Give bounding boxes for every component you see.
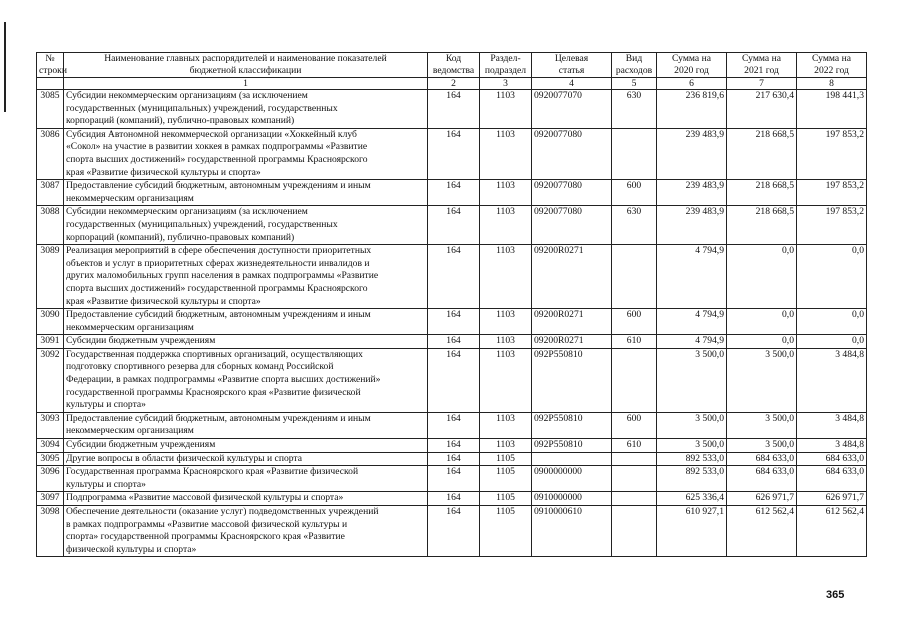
row-number: 3087 (37, 180, 64, 206)
column-numbering-row (37, 78, 867, 90)
name-line: некоммерческим организациям (66, 321, 194, 333)
expense-type (612, 348, 657, 412)
sum-2020: 4 794,9 (657, 245, 727, 309)
name-line: Субсидии бюджетным учреждениям (66, 439, 216, 451)
row-name (64, 506, 428, 557)
section-code: 1103 (480, 206, 532, 245)
table-row (37, 452, 867, 466)
dept-code: 164 (428, 206, 480, 245)
sum-2022: 684 633,0 (797, 452, 867, 466)
row-number: 3090 (37, 309, 64, 335)
name-line: «Сокол» на участие в развитии хоккея в рамках подпрограммы «Развитие (66, 141, 368, 153)
header-section: Раздел- подраздел (480, 53, 532, 78)
sum-2020: 892 533,0 (657, 452, 727, 466)
name-line: Подпрограмма «Развитие массовой физической культуры и спорта» (66, 492, 344, 504)
row-name (64, 466, 428, 492)
row-number: 3095 (37, 452, 64, 466)
target-article: 0920077080 (532, 180, 612, 206)
expense-type (612, 128, 657, 179)
name-line: некоммерческим организациям (66, 425, 194, 437)
section-code: 1105 (480, 492, 532, 506)
row-name (64, 492, 428, 506)
expense-type: 630 (612, 206, 657, 245)
name-line: Предоставление субсидий бюджетным, автономным учреждениям и иным (66, 412, 371, 424)
header-target-article: Целевая статья (532, 53, 612, 78)
name-line: спорта высших достижений» государственной программы Красноярского (66, 153, 368, 165)
table-row (37, 206, 867, 245)
name-line: некоммерческим организациям (66, 192, 194, 204)
sum-2020: 4 794,9 (657, 335, 727, 349)
target-article: 0910000000 (532, 492, 612, 506)
table-row (37, 128, 867, 179)
dept-code: 164 (428, 506, 480, 557)
name-line: Государственная программа Красноярского края «Развитие физической (66, 466, 359, 478)
name-line: Предоставление субсидий бюджетным, автономным учреждениям и иным (66, 309, 371, 321)
column-number: 1 (64, 78, 428, 90)
table-body (37, 90, 867, 557)
row-name (64, 452, 428, 466)
sum-2021: 3 500,0 (727, 348, 797, 412)
column-number: 4 (532, 78, 612, 90)
expense-type: 600 (612, 180, 657, 206)
expense-type: 610 (612, 335, 657, 349)
sum-2020: 239 483,9 (657, 180, 727, 206)
dept-code: 164 (428, 492, 480, 506)
name-line: Субсидия Автономной некоммерческой организации «Хоккейный клуб (66, 128, 357, 140)
row-name (64, 309, 428, 335)
sum-2021: 3 500,0 (727, 412, 797, 438)
section-code: 1103 (480, 90, 532, 129)
target-article (532, 452, 612, 466)
sum-2020: 625 336,4 (657, 492, 727, 506)
row-name (64, 439, 428, 453)
header-name: Наименование главных распорядителей и наименование показателей бюджетной классификации (64, 53, 428, 78)
name-line: Обеспечение деятельности (оказание услуг) подведомственных учреждений (66, 506, 379, 517)
expense-type (612, 452, 657, 466)
target-article: 0920077070 (532, 90, 612, 129)
sum-2022: 0,0 (797, 245, 867, 309)
row-name (64, 180, 428, 206)
row-number: 3098 (37, 506, 64, 557)
header-row-number: № строки (37, 53, 64, 78)
expense-type: 600 (612, 412, 657, 438)
name-line: Субсидии бюджетным учреждениям (66, 335, 216, 347)
name-line: Реализация мероприятий в сфере обеспечения доступности приоритетных (66, 245, 372, 257)
sum-2022: 197 853,2 (797, 180, 867, 206)
table-row (37, 412, 867, 438)
dept-code: 164 (428, 335, 480, 349)
sum-2020: 3 500,0 (657, 439, 727, 453)
section-code: 1103 (480, 180, 532, 206)
table-row (37, 466, 867, 492)
section-code: 1103 (480, 309, 532, 335)
name-line: края «Развитие физической культуры и спорта» (66, 295, 261, 307)
sum-2020: 610 927,1 (657, 506, 727, 557)
name-line: государственной программы Красноярского края «Развитие физической (66, 386, 361, 398)
section-code: 1103 (480, 335, 532, 349)
row-number: 3094 (37, 439, 64, 453)
sum-2020: 239 483,9 (657, 128, 727, 179)
table-row (37, 309, 867, 335)
sum-2022: 3 484,8 (797, 439, 867, 453)
dept-code: 164 (428, 180, 480, 206)
target-article: 09200R0271 (532, 309, 612, 335)
row-name (64, 348, 428, 412)
sum-2021: 626 971,7 (727, 492, 797, 506)
header-sum-2020: Сумма на 2020 год (657, 53, 727, 78)
sum-2022: 684 633,0 (797, 466, 867, 492)
sum-2021: 0,0 (727, 309, 797, 335)
column-number: 8 (797, 78, 867, 90)
sum-2020: 3 500,0 (657, 348, 727, 412)
dept-code: 164 (428, 439, 480, 453)
sum-2020: 892 533,0 (657, 466, 727, 492)
name-line: подготовку спортивного резерва для сборных команд Российской (66, 361, 334, 373)
sum-2020: 236 819,6 (657, 90, 727, 129)
header-sum-2021: Сумма на 2021 год (727, 53, 797, 78)
table-row (37, 439, 867, 453)
row-number: 3096 (37, 466, 64, 492)
name-line: Федерации, в рамках подпрограммы «Развитие спорта высших достижений» (66, 374, 381, 386)
expense-type (612, 245, 657, 309)
target-article: 0920077080 (532, 206, 612, 245)
row-number: 3089 (37, 245, 64, 309)
name-line: корпораций (компаний), публично-правовых компаний) (66, 115, 295, 127)
sum-2022: 198 441,3 (797, 90, 867, 129)
section-code: 1105 (480, 506, 532, 557)
row-number: 3088 (37, 206, 64, 245)
name-line: в рамках подпрограммы «Развитие массовой физической культуры и (66, 518, 348, 530)
sum-2021: 612 562,4 (727, 506, 797, 557)
name-line: Предоставление субсидий бюджетным, автономным учреждениям и иным (66, 180, 371, 192)
sum-2021: 218 668,5 (727, 206, 797, 245)
column-number: 3 (480, 78, 532, 90)
column-number: 6 (657, 78, 727, 90)
name-line: края «Развитие физической культуры и спорта» (66, 166, 261, 178)
row-number: 3091 (37, 335, 64, 349)
name-line: культуры и спорта» (66, 399, 146, 411)
expense-type (612, 466, 657, 492)
header-expense-type: Вид расходов (612, 53, 657, 78)
target-article: 0900000000 (532, 466, 612, 492)
section-code: 1103 (480, 439, 532, 453)
expense-type: 630 (612, 90, 657, 129)
table-row (37, 506, 867, 557)
section-code: 1103 (480, 412, 532, 438)
sum-2021: 0,0 (727, 245, 797, 309)
dept-code: 164 (428, 348, 480, 412)
name-line: Государственная поддержка спортивных организаций, осуществляющих (66, 348, 363, 360)
sum-2022: 626 971,7 (797, 492, 867, 506)
row-number: 3097 (37, 492, 64, 506)
name-line: государственных (муниципальных) учреждений, государственных (66, 218, 338, 230)
dept-code: 164 (428, 309, 480, 335)
column-number (37, 78, 64, 90)
name-line: спорта высших достижений» государственной программы Красноярского (66, 282, 368, 294)
section-code: 1103 (480, 128, 532, 179)
column-number: 5 (612, 78, 657, 90)
name-line: Субсидии некоммерческим организациям (за исключением (66, 206, 308, 218)
table-row (37, 180, 867, 206)
name-line: культуры и спорта» (66, 478, 146, 490)
name-line: спорта» государственной программы Красноярского края «Развитие (66, 531, 345, 543)
target-article: 09200R0271 (532, 335, 612, 349)
margin-rule (4, 22, 6, 112)
name-line: корпораций (компаний), публично-правовых компаний) (66, 231, 295, 243)
row-name (64, 128, 428, 179)
expense-type (612, 506, 657, 557)
table-row (37, 492, 867, 506)
row-number: 3085 (37, 90, 64, 129)
column-number: 7 (727, 78, 797, 90)
row-name (64, 206, 428, 245)
target-article: 092P550810 (532, 348, 612, 412)
target-article: 092P550810 (532, 412, 612, 438)
dept-code: 164 (428, 128, 480, 179)
name-line: физической культуры и спорта» (66, 543, 197, 555)
sum-2021: 218 668,5 (727, 180, 797, 206)
target-article: 09200R0271 (532, 245, 612, 309)
budget-table (36, 52, 867, 557)
dept-code: 164 (428, 412, 480, 438)
target-article: 0920077080 (532, 128, 612, 179)
row-name (64, 412, 428, 438)
sum-2022: 0,0 (797, 309, 867, 335)
sum-2021: 3 500,0 (727, 439, 797, 453)
dept-code: 164 (428, 90, 480, 129)
sum-2021: 0,0 (727, 335, 797, 349)
expense-type: 600 (612, 309, 657, 335)
table-row (37, 245, 867, 309)
section-code: 1105 (480, 452, 532, 466)
sum-2022: 197 853,2 (797, 206, 867, 245)
name-line: других маломобильных групп населения в рамках подпрограммы «Развитие (66, 270, 379, 282)
sum-2022: 0,0 (797, 335, 867, 349)
header-sum-2022: Сумма на 2022 год (797, 53, 867, 78)
row-name (64, 90, 428, 129)
header-row (37, 53, 867, 78)
page-number: 365 (826, 589, 845, 601)
sum-2020: 4 794,9 (657, 309, 727, 335)
sum-2021: 684 633,0 (727, 466, 797, 492)
sum-2022: 612 562,4 (797, 506, 867, 557)
row-number: 3093 (37, 412, 64, 438)
sum-2021: 217 630,4 (727, 90, 797, 129)
sum-2022: 3 484,8 (797, 348, 867, 412)
sum-2022: 197 853,2 (797, 128, 867, 179)
target-article: 0910000610 (532, 506, 612, 557)
header-dept-code: Код ведомства (428, 53, 480, 78)
row-number: 3092 (37, 348, 64, 412)
sum-2021: 684 633,0 (727, 452, 797, 466)
table-row (37, 348, 867, 412)
row-name (64, 245, 428, 309)
section-code: 1103 (480, 245, 532, 309)
name-line: объектов и услуг в приоритетных сферах жизнедеятельности инвалидов и (66, 257, 370, 269)
name-line: Другие вопросы в области физической культуры и спорта (66, 452, 302, 464)
column-number: 2 (428, 78, 480, 90)
sum-2020: 3 500,0 (657, 412, 727, 438)
expense-type (612, 492, 657, 506)
dept-code: 164 (428, 466, 480, 492)
section-code: 1105 (480, 466, 532, 492)
dept-code: 164 (428, 245, 480, 309)
table-row (37, 335, 867, 349)
sum-2021: 218 668,5 (727, 128, 797, 179)
name-line: государственных (муниципальных) учреждений, государственных (66, 102, 338, 114)
sum-2020: 239 483,9 (657, 206, 727, 245)
expense-type: 610 (612, 439, 657, 453)
sum-2022: 3 484,8 (797, 412, 867, 438)
row-number: 3086 (37, 128, 64, 179)
table-row (37, 90, 867, 129)
section-code: 1103 (480, 348, 532, 412)
dept-code: 164 (428, 452, 480, 466)
name-line: Субсидии некоммерческим организациям (за исключением (66, 90, 308, 101)
target-article: 092P550810 (532, 439, 612, 453)
row-name (64, 335, 428, 349)
